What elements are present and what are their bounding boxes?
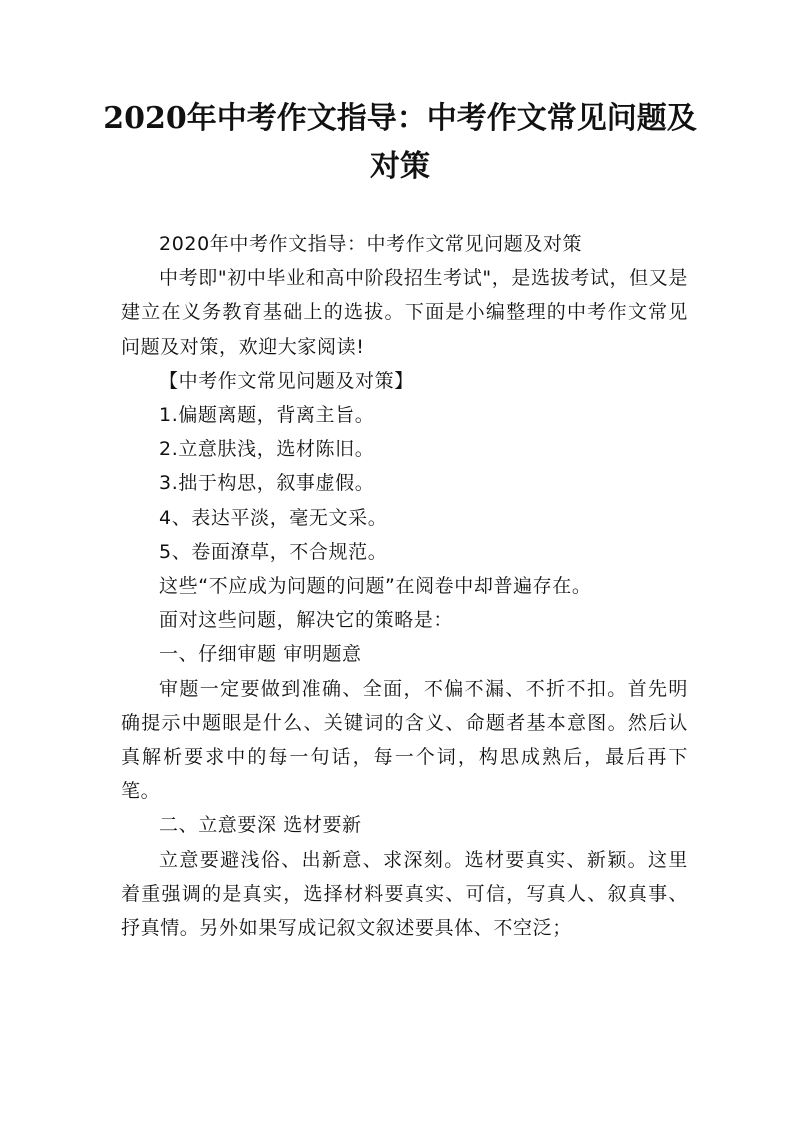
title-line-1: 2020年中考作文指导：中考作文常见问题及 [103,101,697,136]
paragraph: 立意要避浅俗、出新意、求深刻。选材要真实、新颖。这里着重强调的是真实，选择材料要真实、可信，写真人、叙真事、抒真情。另外如果写成记叙文叙述要具体、不空泛； [121,848,688,940]
paragraph: 审题一定要做到准确、全面，不偏不漏、不折不扣。首先明确提示中题眼是什么、关键词的含义、命题者基本意图。然后认真解析要求中的每一句话，每一个词，构思成熟后，最后再下笔。 [121,677,688,803]
paragraph-intro: 中考即"初中毕业和高中阶段招生考试"，是选拔考试，但又是建立在义务教育基础上的选拔。下面是小编整理的中考作文常见问题及对策，欢迎大家阅读! [121,267,688,358]
title-line-2: 对策 [370,149,430,184]
paragraph: 面对这些问题，解决它的策略是： [159,609,454,632]
paragraph: 这些“不应成为问题的问题”在阅卷中却普遍存在。 [159,575,592,598]
list-item: 3.拙于构思，叙事虚假。 [159,472,375,495]
list-item: 4、表达平淡，毫无文采。 [159,506,388,529]
list-item: 5、卷面潦草，不合规范。 [159,540,388,563]
document-body [121,227,688,945]
list-item: 2.立意肤浅，选材陈旧。 [159,438,375,461]
paragraph-heading: 2020年中考作文指导：中考作文常见问题及对策 [159,233,583,255]
document-title [100,95,700,191]
list-item: 1.偏题离题，背离主旨。 [159,404,375,427]
strategy-heading-1: 一、仔细审题 审明题意 [159,643,362,666]
strategy-heading-2: 二、立意要深 选材要新 [159,814,362,837]
section-heading: 【中考作文常见问题及对策】 [159,369,414,392]
